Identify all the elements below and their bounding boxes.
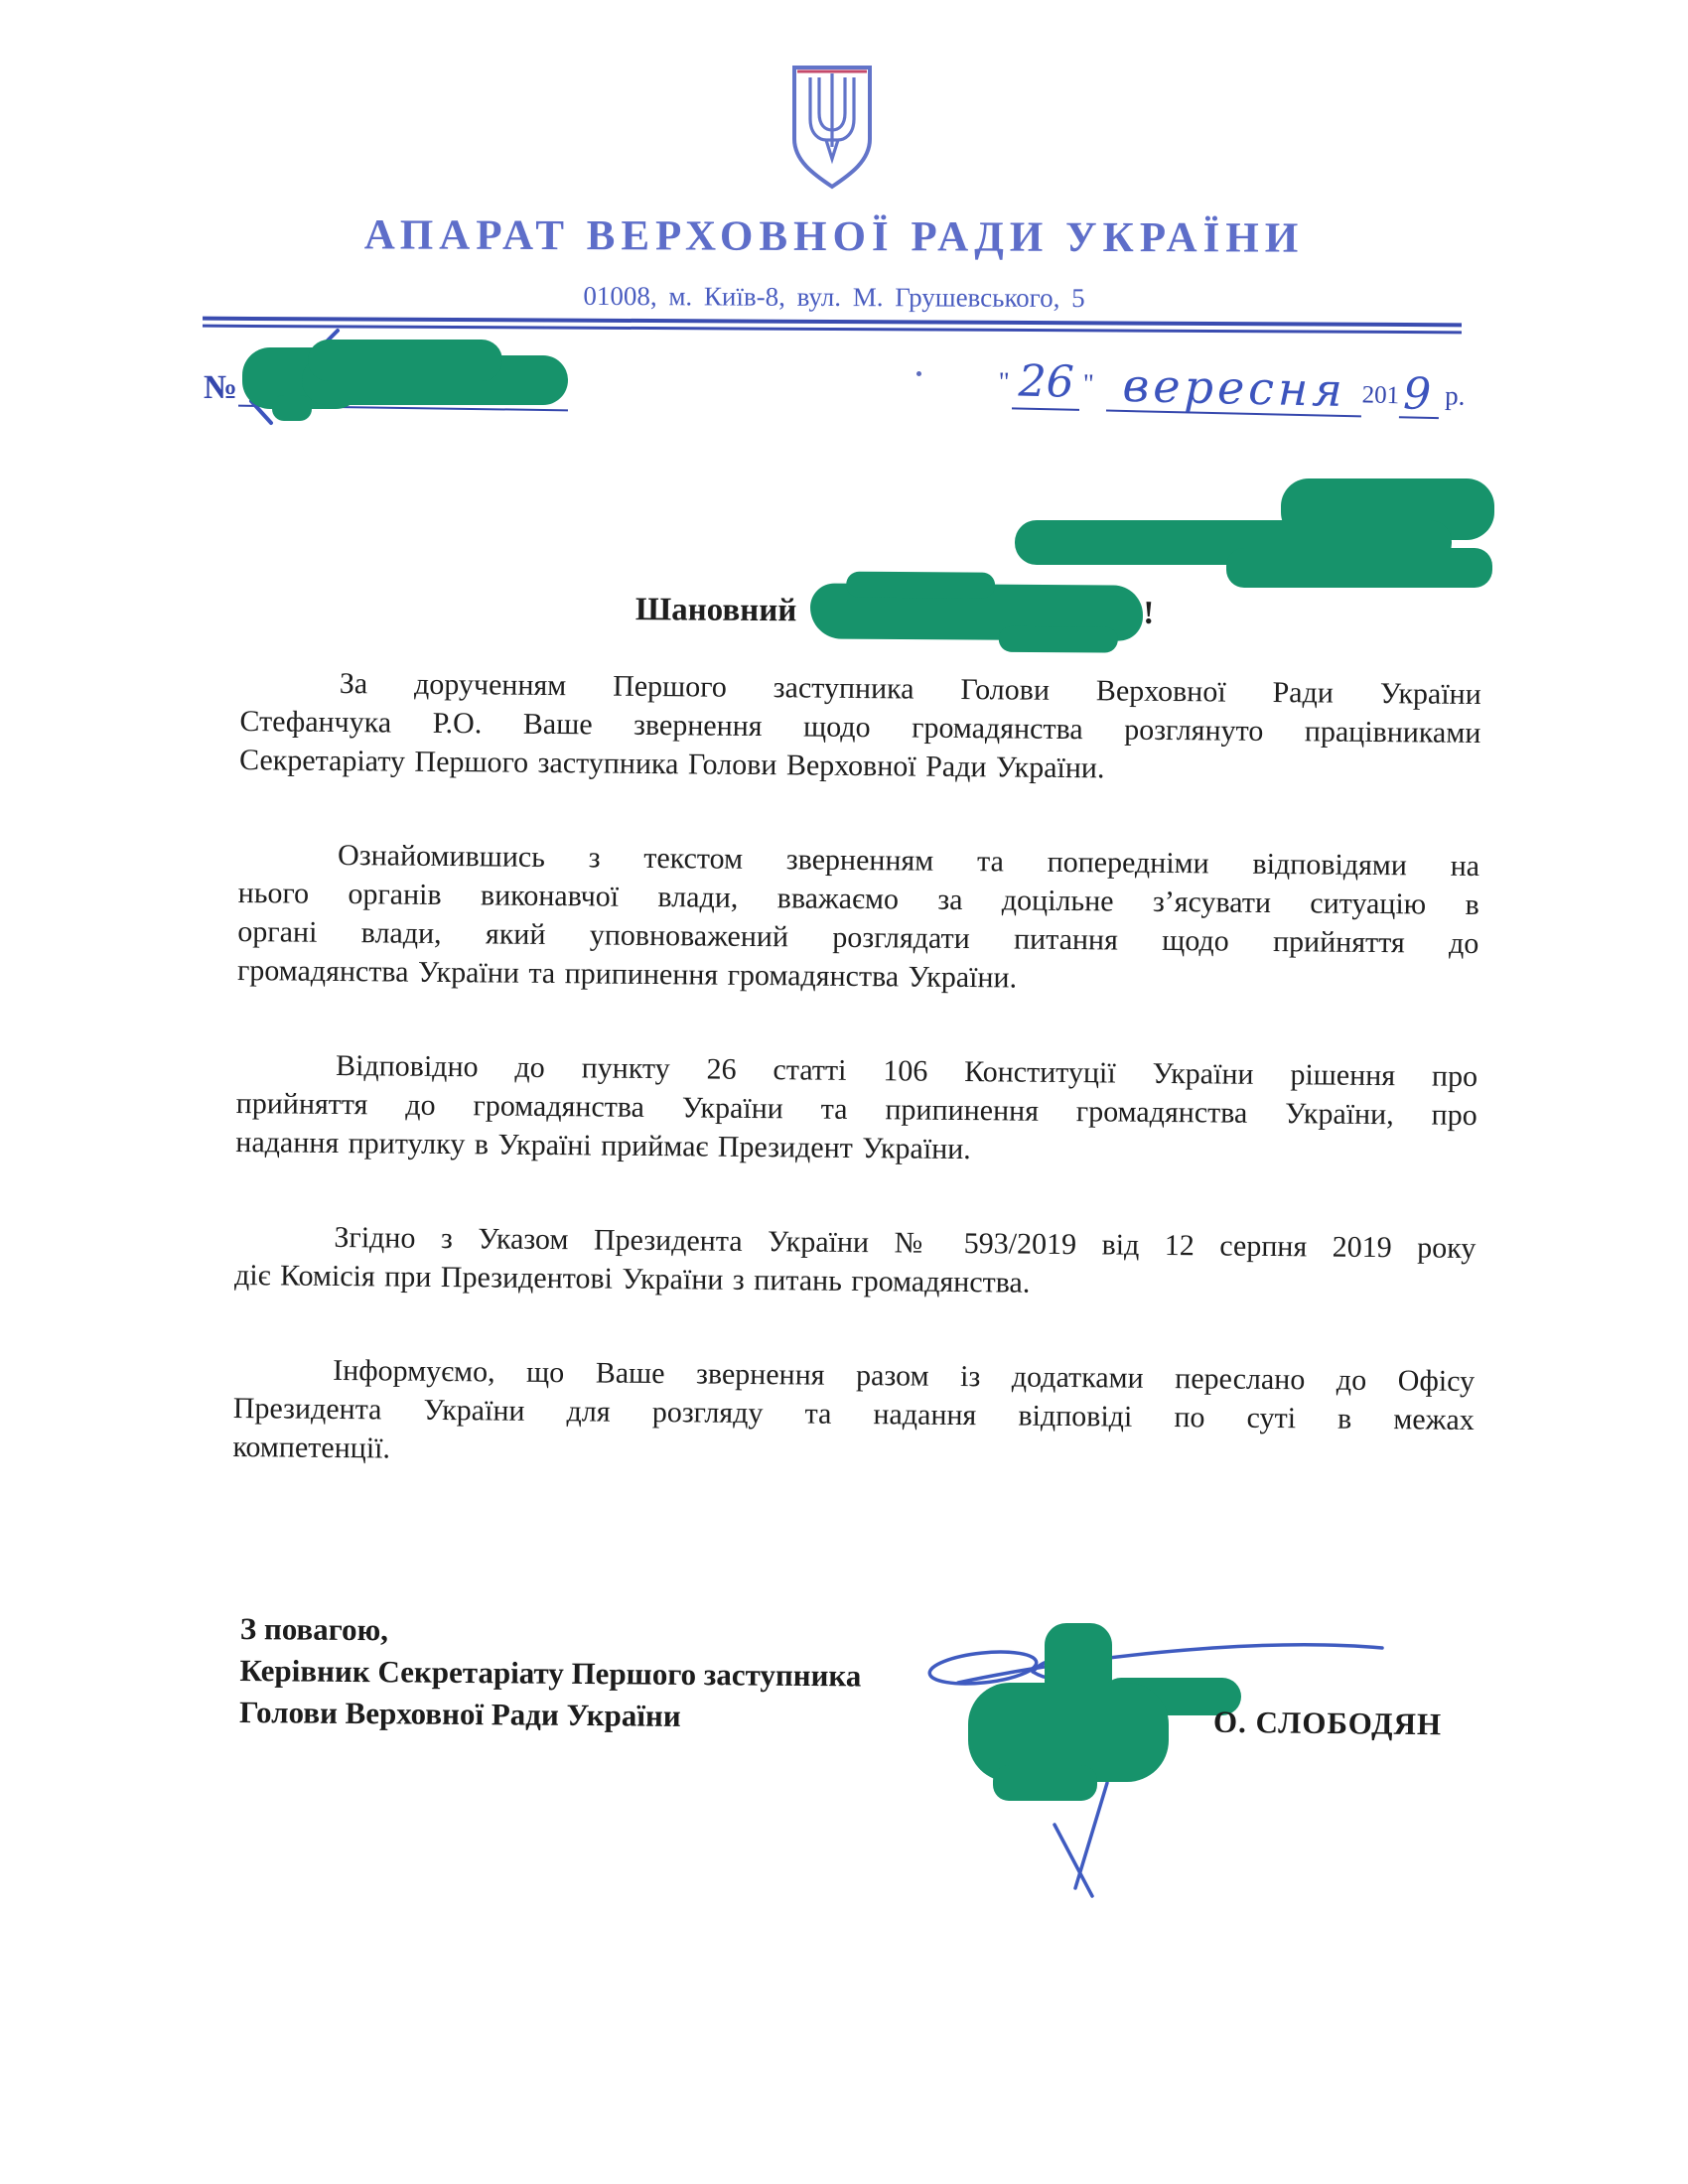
salutation-exclamation: ! <box>1143 595 1155 631</box>
paragraph <box>237 835 1479 1002</box>
paragraph-line: органі влади, який уповноважений розглядати питання щодо прийняття до <box>237 914 1479 960</box>
paragraph-line: Президента України для розгляду та надання відповіді по суті в межах <box>232 1391 1475 1436</box>
paragraph <box>234 1217 1477 1306</box>
closing-position-line2: Голови Верховної Ради України <box>238 1694 681 1733</box>
ukraine-trident-emblem <box>786 60 878 195</box>
body-paragraphs <box>232 663 1481 1534</box>
paragraph-line: Згідно з Указом Президента України № 593/2019 від 12 серпня 2019 року <box>334 1220 1477 1265</box>
paragraph-line: громадянства України та припинення громадянства України. <box>236 953 1018 995</box>
paragraph-line: Стефанчука Р.О. Ваше звернення щодо громадянства розглянуто працівниками <box>239 704 1481 750</box>
date-year-printed: 201 <box>1361 381 1400 410</box>
paragraph-line: Інформуємо, що Ваше звернення разом із додатками переслано до Офісу <box>333 1353 1476 1398</box>
signer-name: О. СЛОБОДЯН <box>1212 1704 1443 1742</box>
organization-title: АПАРАТ ВЕРХОВНОЇ РАДИ УКРАЇНИ <box>363 211 1305 262</box>
paragraph <box>232 1350 1475 1478</box>
date-line <box>995 355 1466 420</box>
date-year-digit-handwritten: 9 <box>1399 374 1440 419</box>
closing-position-line1: Керівник Секретаріату Першого заступника <box>239 1652 862 1694</box>
date-close-quote: " <box>1082 368 1095 399</box>
paragraph-line: діє Комісія при Президентові України з питань громадянства. <box>233 1258 1031 1299</box>
paragraph <box>239 663 1481 791</box>
paragraph-line: Ознайомившись з текстом зверненням та попередніми відповідями на <box>337 838 1480 883</box>
closing-block <box>239 1608 862 1738</box>
date-open-quote: " <box>998 366 1011 397</box>
paragraph-line: Секретаріату Першого заступника Голови Верховної Ради України. <box>238 743 1105 785</box>
date-day-handwritten: 26 <box>1012 359 1080 411</box>
date-month-handwritten: вересня <box>1106 362 1362 418</box>
paragraph-line: Відповідно до пункту 26 статті 106 Конституції України рішення про <box>335 1048 1478 1093</box>
salutation-prefix: Шановний <box>634 591 797 628</box>
paragraph-line: За дорученням Першого заступника Голови Верховної Ради України <box>339 666 1481 711</box>
reference-number-label: № <box>204 369 238 406</box>
paragraph <box>235 1045 1477 1173</box>
paragraph-line: компетенції. <box>232 1430 391 1465</box>
paragraph-line: нього органів виконавчої влади, вважаємо за доцільне з’ясувати ситуацію в <box>237 876 1479 921</box>
date-year-suffix: р. <box>1444 380 1466 411</box>
redaction-salutation-name <box>810 583 1143 640</box>
paragraph-line: прийняття до громадянства України та припинення громадянства України, про <box>235 1086 1477 1132</box>
ink-speck <box>916 371 921 376</box>
salutation-line <box>635 582 1155 641</box>
organization-address: 01008, м. Київ-8, вул. М. Грушевського, 5 <box>583 280 1085 314</box>
closing-regards: З повагою, <box>239 1610 389 1648</box>
paragraph-line: надання притулку в Україні приймає Президент України. <box>235 1125 971 1166</box>
